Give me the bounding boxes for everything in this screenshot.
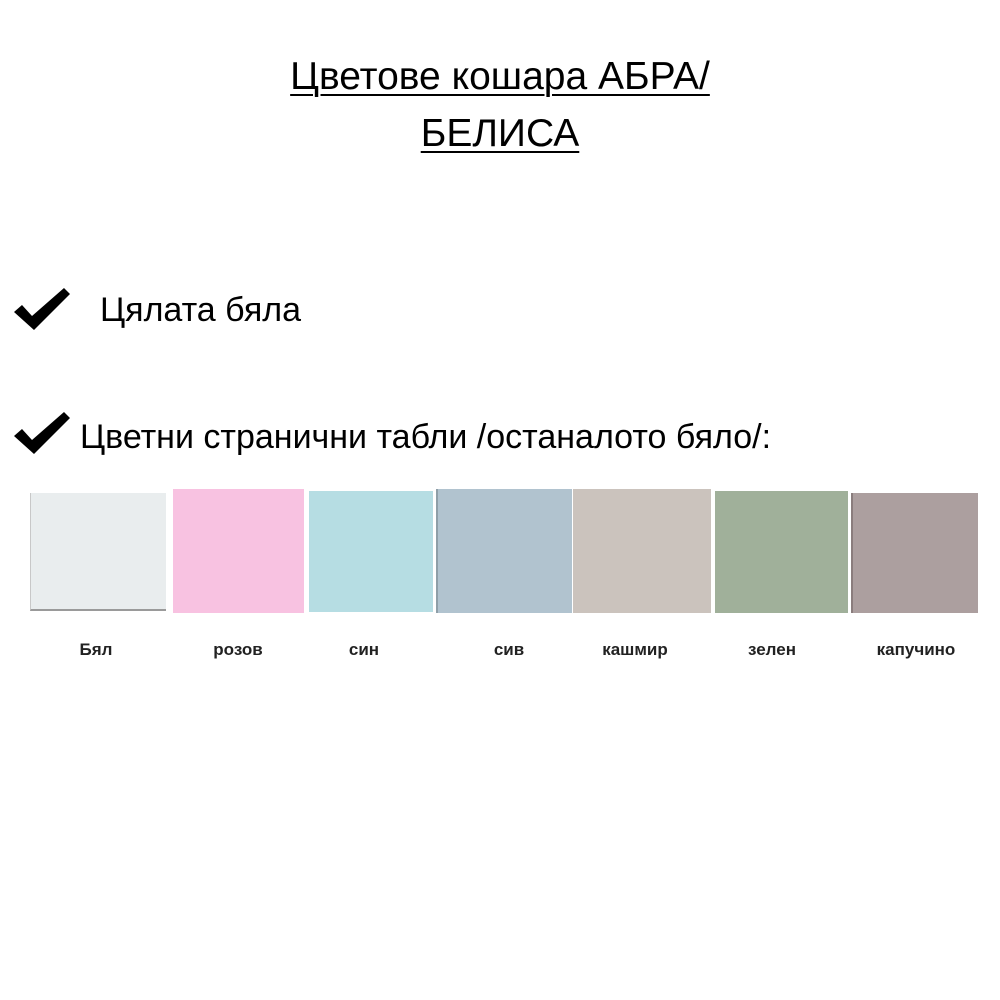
swatch-label-pink: розов bbox=[213, 640, 263, 659]
swatch-label-white: Бял bbox=[79, 640, 113, 659]
swatch-green bbox=[715, 491, 848, 613]
swatch-pink bbox=[173, 489, 304, 613]
checkmark-icon bbox=[12, 286, 72, 332]
title-line-1: Цветове кошара АБРА/ bbox=[290, 55, 710, 98]
page-title bbox=[0, 48, 1000, 162]
swatch-label-cashmere: кашмир bbox=[602, 640, 668, 659]
checkmark-icon bbox=[12, 410, 72, 456]
swatch-cashmere bbox=[573, 489, 711, 613]
swatch-label-cappuccino: капучино bbox=[876, 640, 956, 659]
swatch-grey bbox=[436, 489, 572, 613]
option-colored-side-panels: Цветни странични табли /останалото бяло/: bbox=[80, 418, 772, 456]
swatch-label-green: зелен bbox=[748, 640, 796, 659]
option-all-white: Цялата бяла bbox=[100, 291, 301, 329]
title-line-2: БЕЛИСА bbox=[420, 112, 580, 155]
swatch-blue bbox=[309, 491, 433, 612]
swatch-cappuccino bbox=[851, 493, 978, 613]
swatch-label-blue: син bbox=[348, 640, 380, 659]
swatch-label-grey: сив bbox=[493, 640, 525, 659]
swatch-white bbox=[30, 493, 166, 611]
